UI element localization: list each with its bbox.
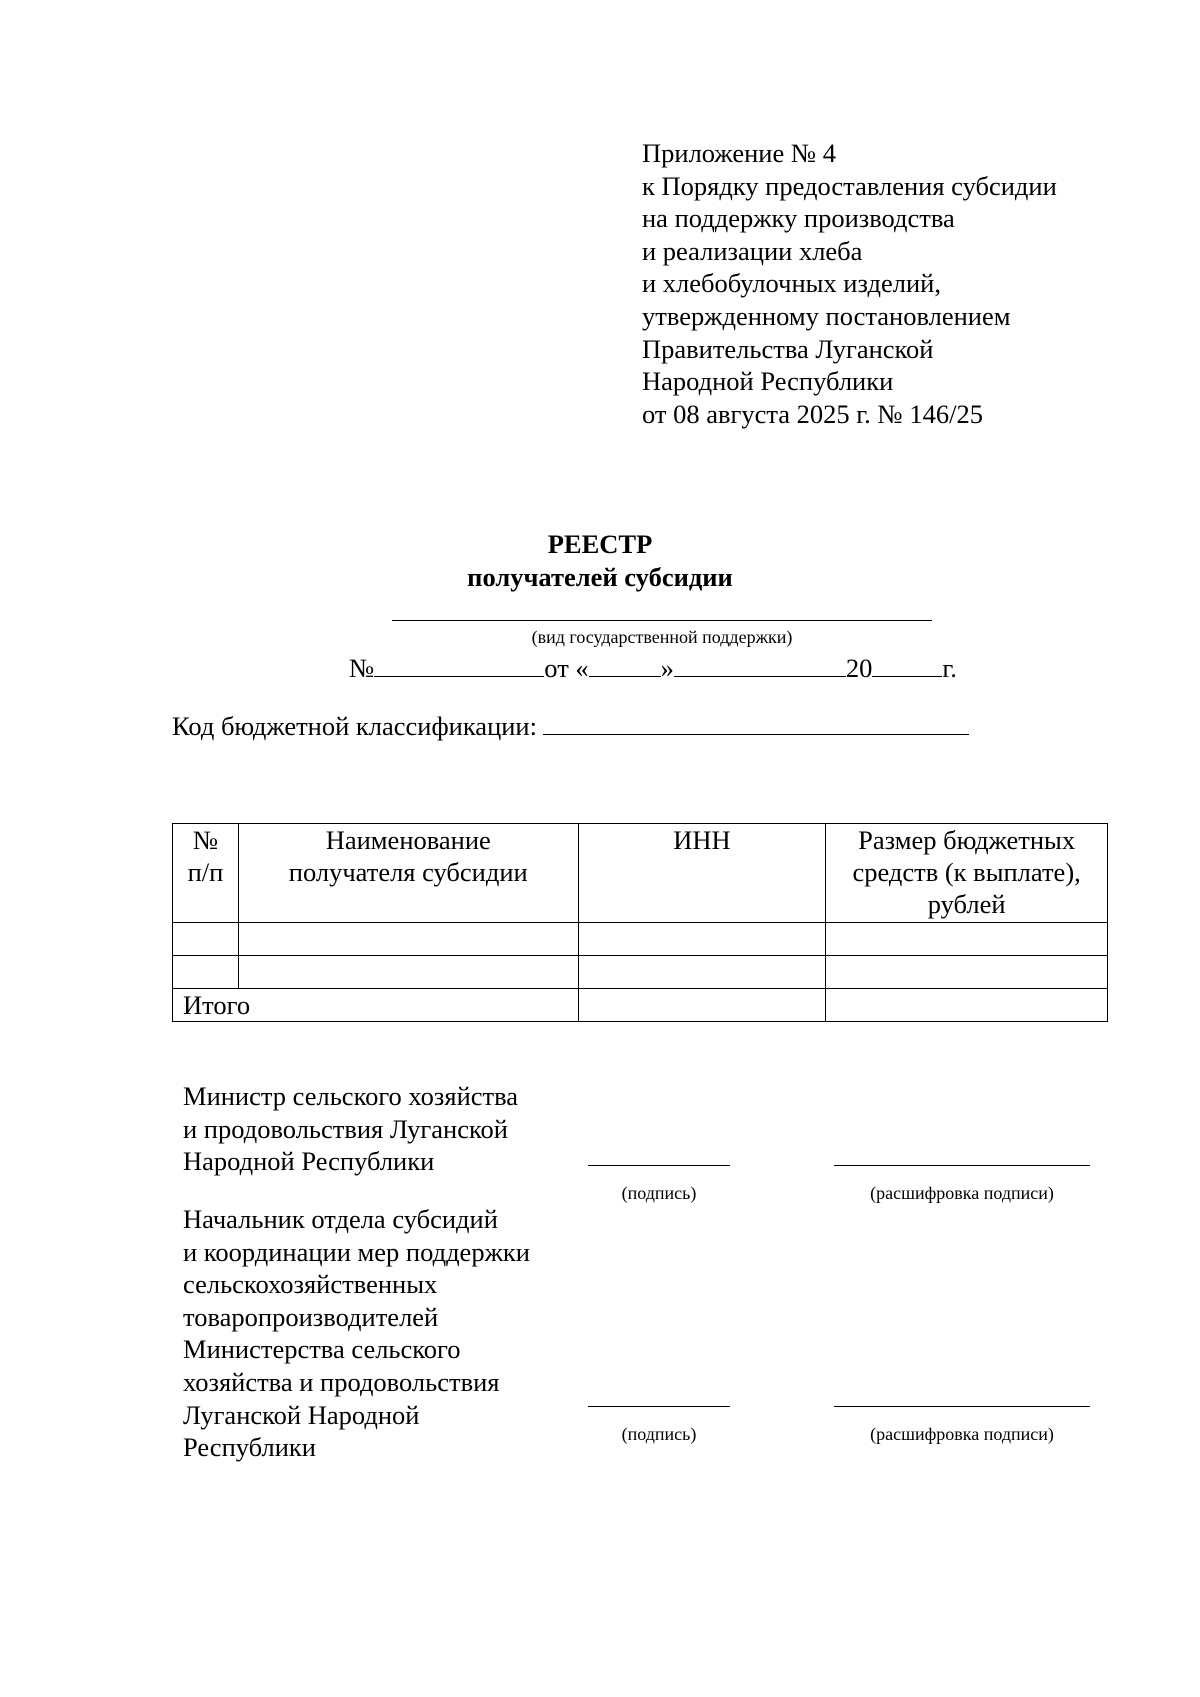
- header-name-line: получателя субсидии: [288, 857, 528, 887]
- position-line: и продовольствия Луганской: [183, 1113, 508, 1144]
- document-title: [0, 528, 1200, 594]
- position-line: Республики: [183, 1432, 316, 1463]
- appendix-line: Приложение № 4: [642, 138, 837, 168]
- position-line: сельскохозяйственных: [183, 1269, 438, 1300]
- position-line: Начальник отдела субсидий: [183, 1204, 498, 1234]
- department-head-name-field[interactable]: [834, 1406, 1090, 1407]
- table-total-row: [173, 989, 1108, 1022]
- appendix-line: Народной Республики: [642, 366, 894, 397]
- position-line: и координации мер поддержки: [183, 1236, 530, 1267]
- header-amount-line: рублей: [927, 889, 1006, 919]
- position-line: товаропроизводителей: [183, 1301, 439, 1332]
- header-inn: [578, 824, 826, 923]
- registry-table: [172, 823, 1108, 1022]
- support-type-field[interactable]: [392, 620, 932, 621]
- header-amount: [826, 824, 1108, 923]
- budget-code-label: Код бюджетной классификации:: [172, 711, 537, 741]
- year-prefix: 20: [845, 653, 873, 683]
- header-num-line: п/п: [187, 857, 224, 887]
- position-line: хозяйства и продовольствия: [183, 1366, 500, 1397]
- cell-num[interactable]: [173, 923, 239, 956]
- total-inn-cell[interactable]: [578, 989, 826, 1022]
- table-row: [173, 956, 1108, 989]
- appendix-line: и реализации хлеба: [642, 235, 863, 266]
- appendix-line: на поддержку производства: [642, 203, 955, 234]
- close-quote: »: [660, 653, 674, 683]
- support-type-caption: (вид государственной поддержки): [531, 627, 793, 647]
- table-row: [173, 923, 1108, 956]
- header-name-line: Наименование: [325, 825, 491, 855]
- day-field[interactable]: [589, 650, 661, 677]
- cell-num[interactable]: [173, 956, 239, 989]
- cell-name[interactable]: [238, 956, 578, 989]
- budget-code-row: [172, 708, 969, 742]
- title-line-1: РЕЕСТР: [547, 529, 653, 559]
- cell-name[interactable]: [238, 923, 578, 956]
- table-header-row: [173, 824, 1108, 923]
- position-line: Министр сельского хозяйства: [183, 1081, 519, 1111]
- from-label: от «: [544, 653, 589, 683]
- appendix-line: утвержденному постановлением: [642, 300, 1011, 331]
- appendix-line: Правительства Луганской: [642, 333, 934, 364]
- header-amount-line: Размер бюджетных: [858, 825, 1076, 855]
- position-line: Министерства сельского: [183, 1334, 461, 1365]
- cell-amount[interactable]: [826, 956, 1108, 989]
- header-num: [173, 824, 239, 923]
- minister-position: [183, 1080, 518, 1178]
- position-line: Народной Республики: [183, 1146, 435, 1177]
- header-num-line: №: [192, 825, 219, 855]
- budget-code-field[interactable]: [543, 708, 969, 735]
- title-line-2: получателей субсидии: [467, 562, 733, 592]
- department-head-signature-field[interactable]: [588, 1406, 730, 1407]
- month-field[interactable]: [674, 650, 846, 677]
- decode-caption: (расшифровка подписи): [870, 1183, 1054, 1203]
- number-field[interactable]: [374, 650, 544, 677]
- decode-caption: (расшифровка подписи): [870, 1424, 1054, 1444]
- cell-amount[interactable]: [826, 923, 1108, 956]
- position-line: Луганской Народной: [183, 1399, 420, 1430]
- cell-inn[interactable]: [578, 923, 826, 956]
- minister-name-field[interactable]: [834, 1165, 1090, 1166]
- total-label: Итого: [173, 989, 579, 1022]
- year-suffix: г.: [942, 653, 957, 683]
- appendix-header: [642, 137, 1057, 430]
- minister-signature-field[interactable]: [588, 1165, 730, 1166]
- number-sign: №: [349, 653, 375, 683]
- appendix-line: от 08 августа 2025 г. № 146/25: [642, 398, 983, 429]
- total-amount-cell[interactable]: [826, 989, 1108, 1022]
- number-date-row: [349, 650, 957, 684]
- signature-caption: (подпись): [621, 1183, 697, 1203]
- signature-caption: (подпись): [621, 1424, 697, 1444]
- appendix-line: к Порядку предоставления субсидии: [642, 170, 1057, 201]
- cell-inn[interactable]: [578, 956, 826, 989]
- header-amount-line: средств (к выплате),: [852, 857, 1081, 887]
- year-field[interactable]: [872, 650, 942, 677]
- header-recipient-name: [238, 824, 578, 923]
- header-inn-line: ИНН: [673, 825, 731, 855]
- appendix-line: и хлебобулочных изделий,: [642, 268, 941, 299]
- department-head-position: [183, 1203, 530, 1464]
